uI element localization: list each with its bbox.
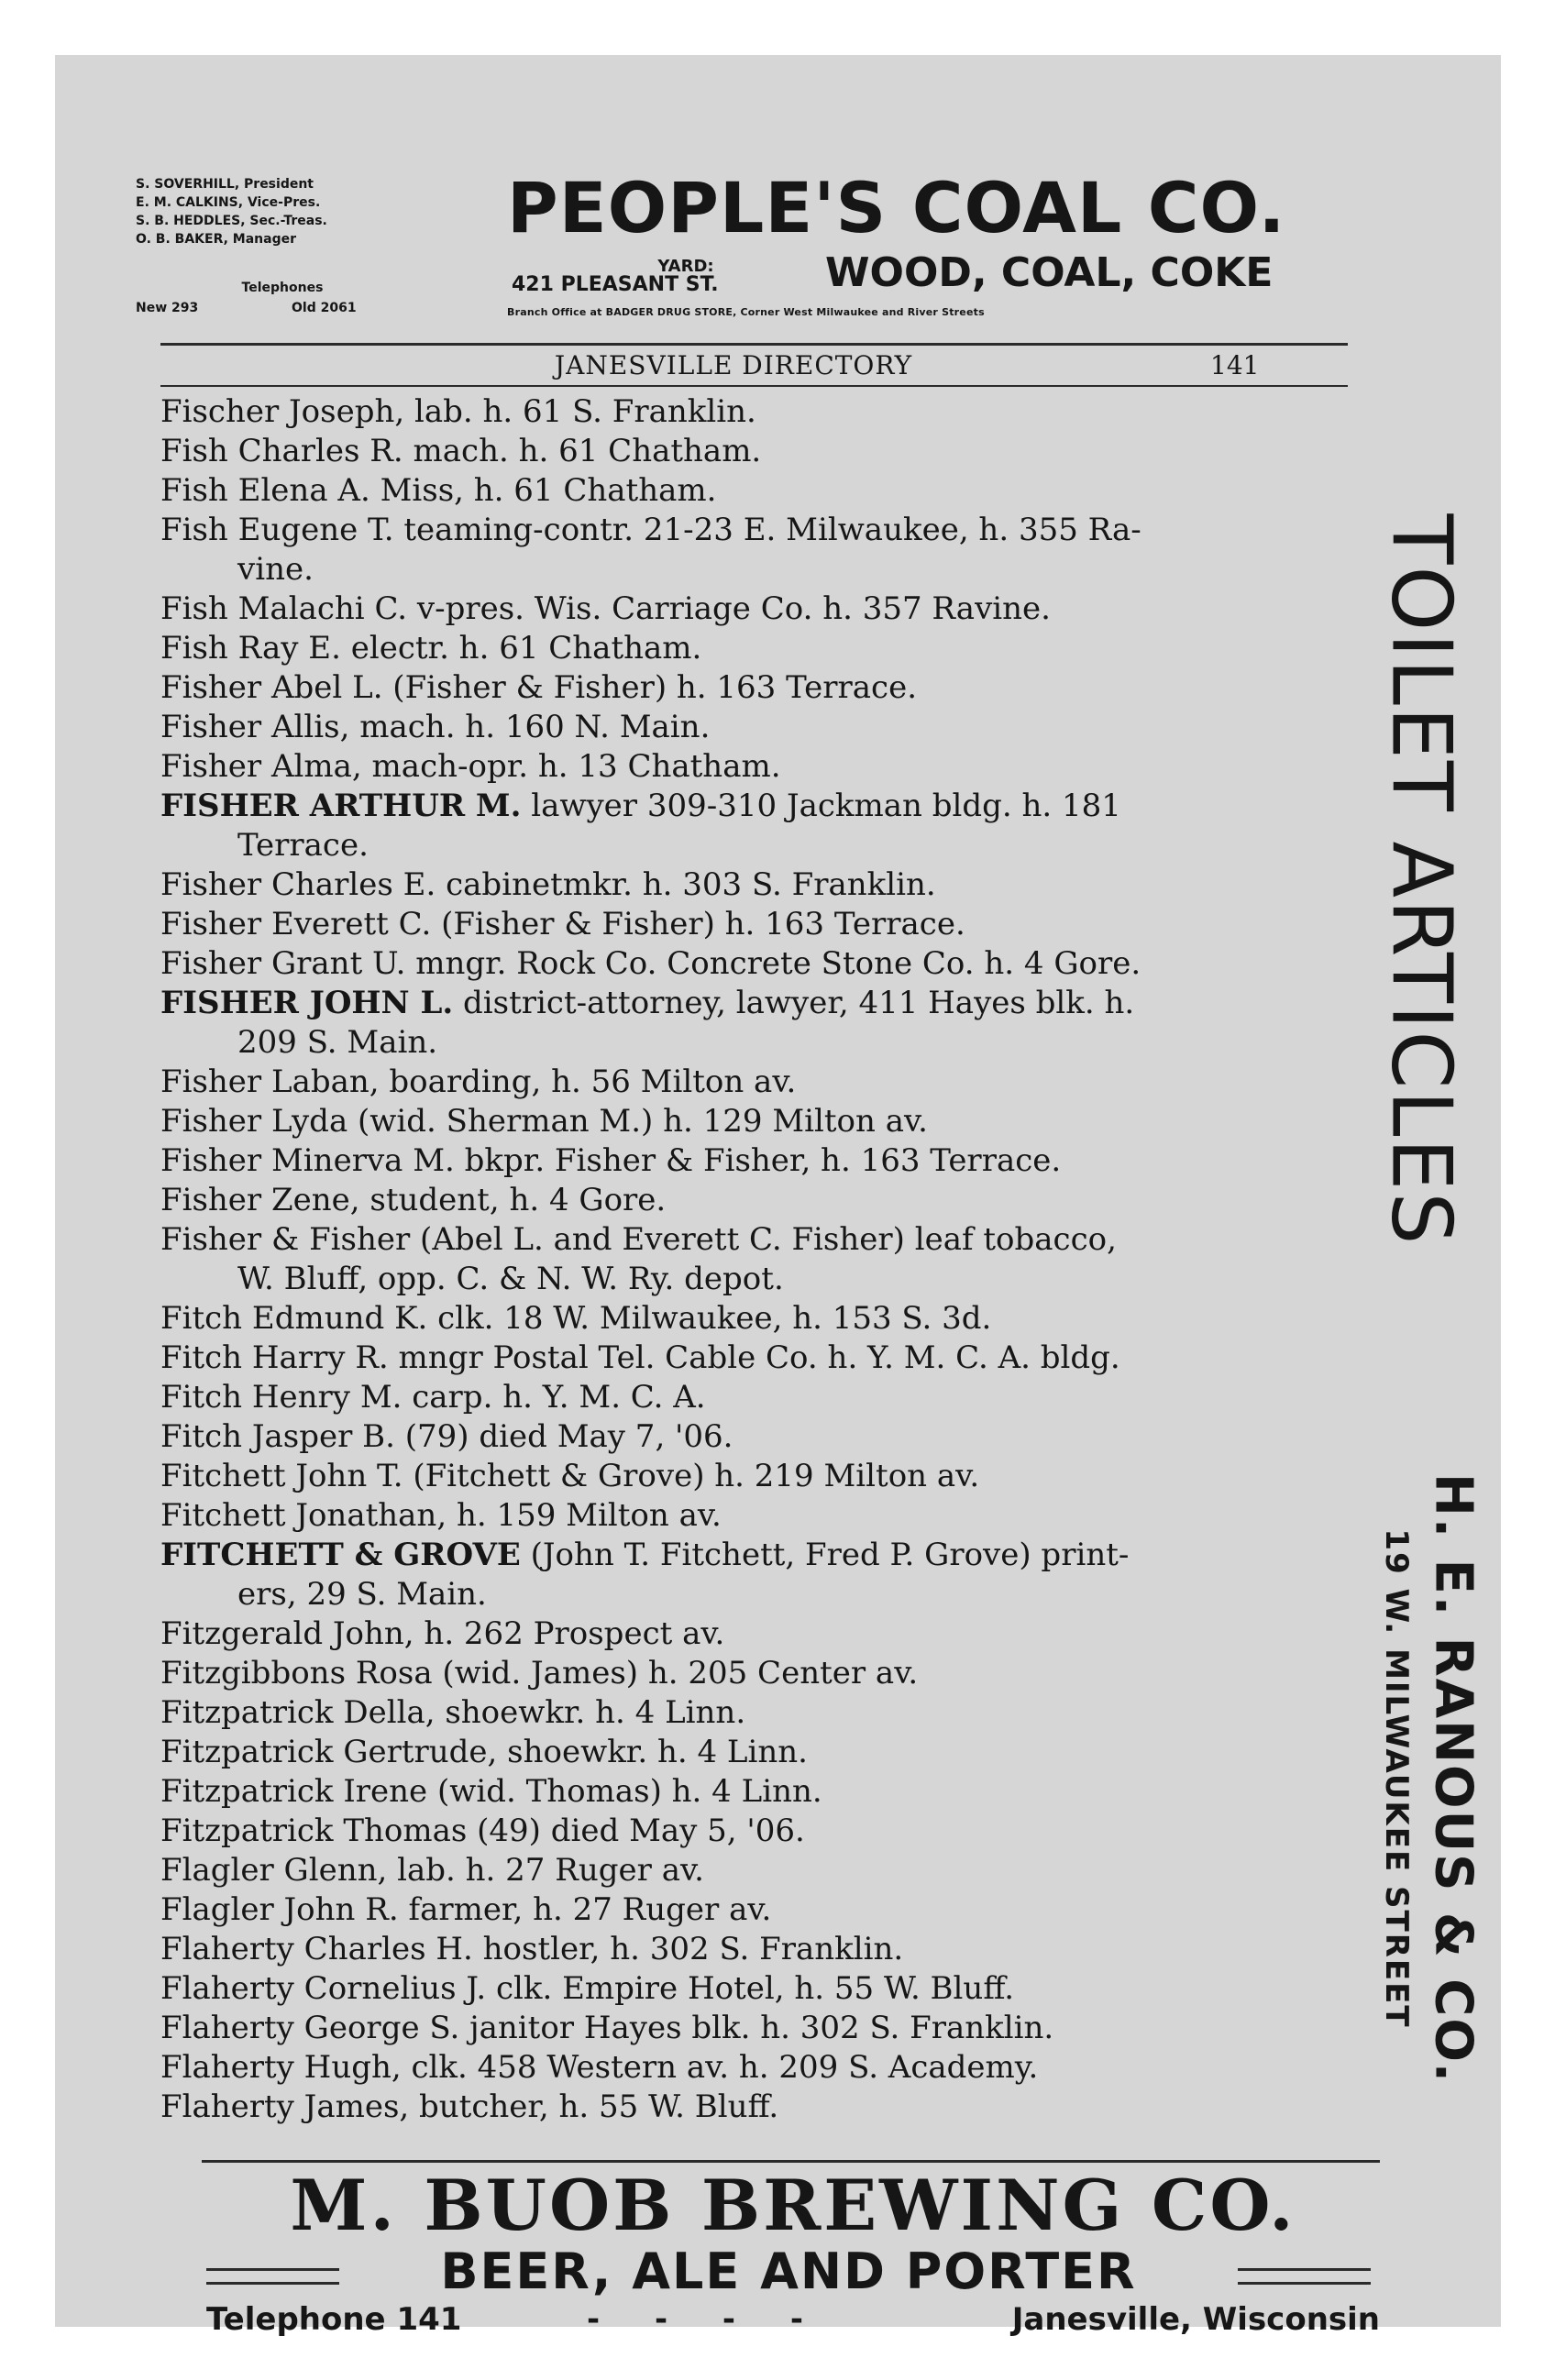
directory-entry (160, 2048, 1343, 2088)
directory-entry (160, 1181, 1343, 1220)
entry-details: 209 S. Main. (237, 1024, 438, 1061)
entry-details: (Fisher & Fisher) h. 163 Terrace. (382, 669, 918, 706)
entry-name: Fitch Harry R. (160, 1339, 389, 1376)
ranous-firm-name: H. E. RANOUS & CO. (1423, 1473, 1483, 2084)
directory-entry (160, 1457, 1343, 1496)
brewing-products: BEER, ALE AND PORTER (440, 2242, 1137, 2300)
entry-details: v-pres. Wis. Carriage Co. h. 357 Ravine. (407, 590, 1051, 627)
entry-details: electr. h. 61 Chatham. (340, 630, 702, 667)
entry-name: Fisher Lyda (160, 1103, 348, 1140)
entry-details: shoewkr. h. 4 Linn. (435, 1694, 746, 1731)
entry-name: Flaherty James, (160, 2088, 410, 2125)
directory-entry (160, 1614, 1343, 1654)
directory-entry (160, 589, 1343, 629)
directory-entry (160, 865, 1343, 905)
entry-name: Fish Ray E. (160, 630, 341, 667)
entry-details: (Fitchett & Grove) h. 219 Milton av. (403, 1458, 980, 1494)
ranous-firm-vertical (1421, 1412, 1485, 2145)
directory-entry (160, 432, 1343, 471)
entry-details: clk. 18 W. Milwaukee, h. 153 S. 3d. (427, 1300, 992, 1337)
directory-entry (160, 1063, 1343, 1102)
entry-name: Fisher Everett C. (160, 906, 432, 942)
entry-name: Fitzgibbons Rosa (160, 1655, 433, 1691)
entry-details: (Fisher & Fisher) h. 163 Terrace. (431, 906, 965, 942)
entry-details: shoewkr. h. 4 Linn. (497, 1734, 808, 1770)
entry-details: vine. (237, 551, 314, 588)
entry-details: h. 159 Milton av. (447, 1497, 722, 1534)
brewing-telephone: Telephone 141 (206, 2301, 462, 2338)
entry-name: Fish Eugene T. (160, 512, 394, 548)
entry-name: Fitzgerald John, (160, 1615, 414, 1652)
entry-details: mach-opr. h. 13 Chatham. (361, 748, 781, 785)
entry-details: ers, 29 S. Main. (237, 1576, 487, 1613)
entry-name: Fisher Minerva M. (160, 1142, 455, 1179)
entry-name: Fitch Henry M. (160, 1379, 403, 1416)
entry-name: Fish Charles R. (160, 433, 403, 469)
entry-name: Fitzpatrick Della, (160, 1694, 436, 1731)
entry-name: FISHER ARTHUR M. (160, 788, 522, 824)
toilet-articles-vertical-ad (1373, 358, 1470, 1403)
entry-name: Flagler John R. (160, 1891, 399, 1928)
brewing-dashes: - - - - (587, 2301, 803, 2338)
directory-entry (160, 471, 1343, 511)
ranous-address: 19 W. MILWAUKEE STREET (1378, 1528, 1415, 2029)
directory-entry (160, 1969, 1343, 2009)
telephone-new: New 293 (136, 301, 199, 315)
entry-name: Fitzpatrick Thomas (160, 1813, 468, 1849)
entry-name: Fitchett John T. (160, 1458, 403, 1494)
entry-details: lab. h. 27 Ruger av. (387, 1852, 704, 1889)
entry-details: h. 262 Prospect av. (414, 1615, 725, 1652)
entry-details: mngr. Rock Co. Concrete Stone Co. h. 4 Gore. (405, 945, 1141, 982)
directory-entry (160, 1378, 1343, 1417)
directory-entry-continuation (160, 1575, 1343, 1614)
branch-office-line: Branch Office at BADGER DRUG STORE, Corner West Milwaukee and River Streets (507, 306, 985, 318)
yard-label: YARD: (657, 257, 714, 276)
directory-entry (160, 629, 1343, 668)
directory-entry-continuation (160, 1260, 1343, 1299)
telephone-old: Old 2061 (292, 301, 357, 315)
entry-details: student, h. 4 Gore. (359, 1182, 667, 1218)
directory-entry (160, 1654, 1343, 1693)
entry-details: cabinetmkr. h. 303 S. Franklin. (436, 866, 936, 903)
toilet-articles-text: TOILET ARTICLES (1373, 513, 1470, 1247)
entry-details: mach. h. 61 Chatham. (403, 433, 762, 469)
entry-name: Fitch Jasper B. (160, 1418, 395, 1455)
coal-company-name: PEOPLE'S COAL CO. (507, 167, 1286, 248)
officer-manager: O. B. BAKER, Manager (136, 232, 297, 247)
entry-name: Fitzpatrick Irene (160, 1773, 428, 1810)
entry-name: Fisher & Fisher (160, 1221, 411, 1258)
entry-details: teaming-contr. 21-23 E. Milwaukee, h. 355 Ra- (393, 512, 1141, 548)
entry-details: Terrace. (237, 827, 369, 864)
brewing-city: Janesville, Wisconsin (1011, 2301, 1380, 2338)
directory-entry (160, 787, 1343, 826)
directory-entry (160, 708, 1343, 747)
directory-entry (160, 2088, 1343, 2127)
entry-name: Fisher Charles E. (160, 866, 436, 903)
entry-details: carp. h. Y. M. C. A. (402, 1379, 706, 1416)
directory-entry (160, 1890, 1343, 1930)
directory-entry (160, 1812, 1343, 1851)
directory-entry (160, 511, 1343, 550)
officer-secretary-treasurer: S. B. HEDDLES, Sec.-Treas. (136, 214, 327, 228)
entry-details: (wid. Thomas) h. 4 Linn. (427, 1773, 822, 1810)
officer-vice-president: E. M. CALKINS, Vice-Pres. (136, 195, 321, 210)
directory-entry (160, 1851, 1343, 1890)
directory-entry (160, 1141, 1343, 1181)
entry-details: district-attorney, lawyer, 411 Hayes blk. h. (453, 985, 1135, 1021)
directory-entry (160, 905, 1343, 944)
entry-name: Flaherty Cornelius J. (160, 1970, 487, 2007)
entry-details: clk. Empire Hotel, h. 55 W. Bluff. (486, 1970, 1015, 2007)
directory-entry (160, 1339, 1343, 1378)
entry-name: Fisher Alma, (160, 748, 362, 785)
directory-entry (160, 1220, 1343, 1260)
directory-entry (160, 984, 1343, 1023)
entry-name: Fish Malachi C. (160, 590, 408, 627)
directory-listings (160, 392, 1343, 2127)
entry-details: (49) died May 5, '06. (467, 1813, 805, 1849)
directory-entry (160, 944, 1343, 984)
entry-name: Fish Elena A. (160, 472, 370, 509)
directory-entry (160, 1536, 1343, 1575)
running-title: JANESVILLE DIRECTORY (554, 350, 913, 380)
entry-details: boarding, h. 56 Milton av. (379, 1063, 797, 1100)
directory-entry (160, 1299, 1343, 1339)
entry-name: Fisher Grant U. (160, 945, 406, 982)
directory-entry (160, 1417, 1343, 1457)
entry-details: hostler, h. 302 S. Franklin. (472, 1931, 904, 1967)
products-left-ornament (206, 2268, 339, 2285)
entry-name: Fischer Joseph, (160, 393, 405, 430)
entry-name: Fisher Zene, (160, 1182, 360, 1218)
brewing-company-name: M. BUOB BREWING CO. (290, 2165, 1296, 2246)
yard-address: 421 PLEASANT ST. (512, 273, 719, 296)
directory-entry (160, 668, 1343, 708)
directory-entry (160, 1930, 1343, 1969)
directory-entry (160, 1102, 1343, 1141)
directory-entry (160, 1733, 1343, 1772)
entry-name: Flaherty Hugh, (160, 2049, 402, 2086)
entry-details: lab. h. 61 S. Franklin. (404, 393, 756, 430)
entry-details: (Abel L. and Everett C. Fisher) leaf tobacco, (410, 1221, 1117, 1258)
entry-details: W. Bluff, opp. C. & N. W. Ry. depot. (237, 1261, 784, 1297)
entry-name: Flaherty Charles H. (160, 1931, 473, 1967)
directory-entry (160, 747, 1343, 787)
directory-entry-continuation (160, 550, 1343, 589)
telephones-label: Telephones (241, 281, 324, 295)
entry-details: lawyer 309-310 Jackman bldg. h. 181 (521, 788, 1121, 824)
ranous-address-vertical (1373, 1412, 1419, 2145)
entry-name: Fisher Allis, (160, 709, 350, 745)
header-rule (160, 385, 1348, 387)
directory-entry (160, 392, 1343, 432)
entry-details: (wid. James) h. 205 Center av. (432, 1655, 919, 1691)
directory-entry (160, 1772, 1343, 1812)
entry-name: Fisher Laban, (160, 1063, 380, 1100)
directory-entry (160, 1693, 1343, 1733)
page-number: 141 (1210, 350, 1260, 380)
entry-details: bkpr. Fisher & Fisher, h. 163 Terrace. (454, 1142, 1062, 1179)
entry-details: mngr Postal Tel. Cable Co. h. Y. M. C. A. bldg. (388, 1339, 1120, 1376)
entry-details: (wid. Sherman M.) h. 129 Milton av. (347, 1103, 928, 1140)
entry-details: mach. h. 160 N. Main. (349, 709, 711, 745)
entry-name: Fitch Edmund K. (160, 1300, 428, 1337)
entry-details: butcher, h. 55 W. Bluff. (409, 2088, 779, 2125)
entry-details: clk. 458 Western av. h. 209 S. Academy. (401, 2049, 1039, 2086)
entry-details: (John T. Fitchett, Fred P. Grove) print- (520, 1537, 1130, 1573)
coal-goods: WOOD, COAL, COKE (825, 249, 1274, 296)
entry-name: FITCHETT & GROVE (160, 1537, 521, 1573)
products-right-ornament (1238, 2268, 1371, 2285)
entry-name: FISHER JOHN L. (160, 985, 454, 1021)
entry-details: (79) died May 7, '06. (394, 1418, 733, 1455)
entry-name: Flagler Glenn, (160, 1852, 388, 1889)
directory-entry (160, 2009, 1343, 2048)
entry-name: Fitzpatrick Gertrude, (160, 1734, 498, 1770)
peoples-coal-advertisement (136, 121, 1392, 327)
directory-page (55, 55, 1501, 2338)
entry-name: Flaherty George S. (160, 2010, 460, 2046)
directory-entry-continuation (160, 826, 1343, 865)
officers-block (136, 176, 438, 323)
entry-details: Miss, h. 61 Chatham. (369, 472, 717, 509)
directory-entry-continuation (160, 1023, 1343, 1063)
top-rule (160, 343, 1348, 346)
entry-details: farmer, h. 27 Ruger av. (398, 1891, 772, 1928)
entry-name: Fitchett Jonathan, (160, 1497, 447, 1534)
entry-name: Fisher Abel L. (160, 669, 383, 706)
directory-entry (160, 1496, 1343, 1536)
entry-details: janitor Hayes blk. h. 302 S. Franklin. (459, 2010, 1054, 2046)
officer-president: S. SOVERHILL, President (136, 177, 314, 192)
